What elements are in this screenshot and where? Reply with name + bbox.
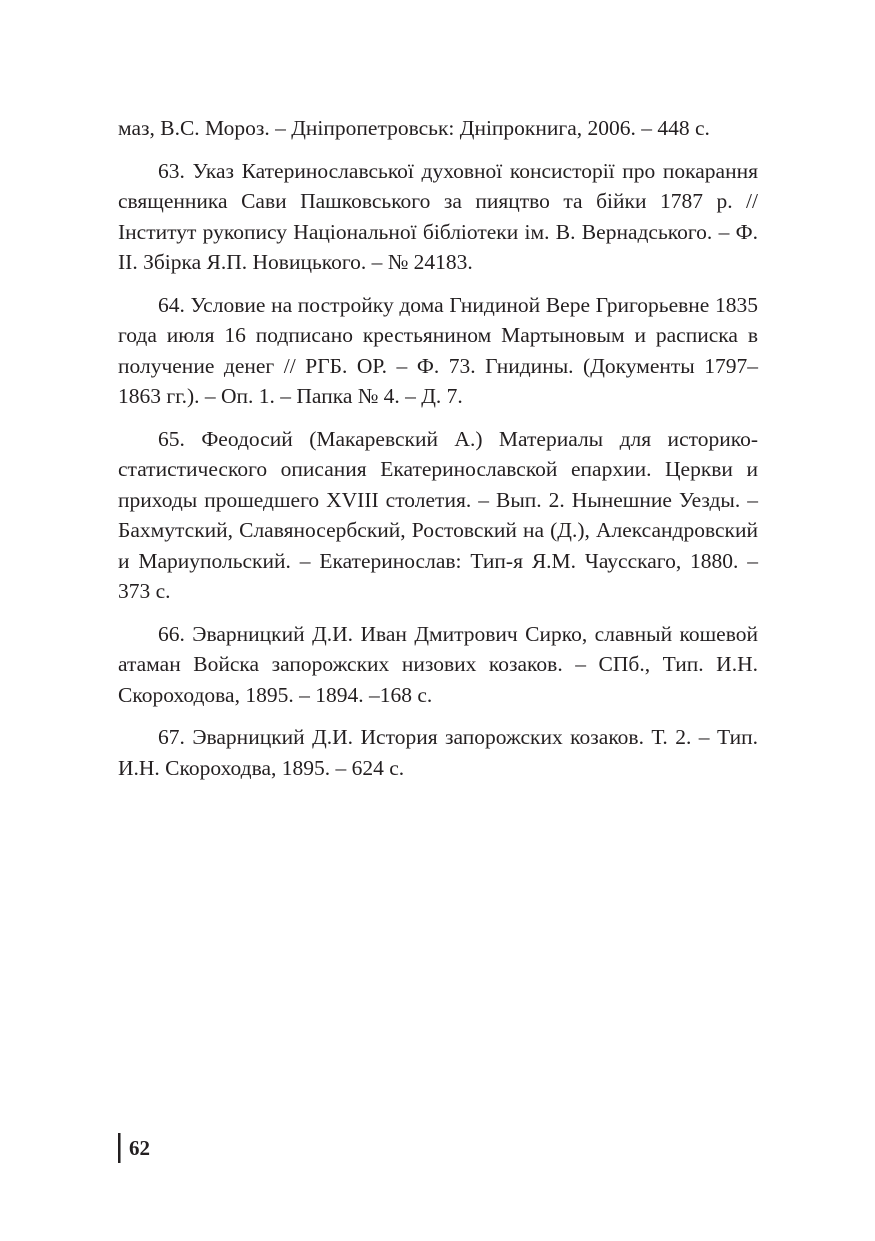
bibliography-entry-65: 65. Феодосий (Макаревский А.) Материалы для историко-статистического описания Екатеринославской епархии. Церкви и приходы прошедшего XVIII столетия. – Вып. 2. Нынешние Уезды. – Бахмутский, Славяносербский, Ростовский на (Д.), Александровский и Мариупольский. – Екатеринослав: Тип-я Я.М. Чаусскаго, 1880. – 373 с.	[118, 426, 758, 603]
bibliography-list	[118, 113, 758, 795]
page-number: 62	[129, 1136, 150, 1160]
bibliography-entry-63: 63. Указ Катеринославської духовної консисторії про покарання священника Сави Пашковського за пияцтво та бійки 1787 р. // Інститут рукопису Національної бібліотеки ім. В. Вернадського. – Ф. ІІ. Збірка Я.П. Новицького. – № 24183.	[118, 158, 758, 274]
bibliography-entry-67: 67. Эварницкий Д.И. История запорожских козаков. Т. 2. – Тип. И.Н. Скороходва, 1895. – 624 с.	[118, 725, 758, 780]
bibliography-entry-66: 66. Эварницкий Д.И. Иван Дмитрович Сирко, славный кошевой атаман Войска запорожских низових козаков. – СПб., Тип. И.Н. Скороходова, 1895. – 1894. –168 с.	[118, 621, 758, 707]
page-footer	[118, 1133, 150, 1163]
bibliography-entry-64: 64. Условие на постройку дома Гнидиной Вере Григорьевне 1835 года июля 16 подписано крестьянином Мартыновым и расписка в получение денег // РГБ. ОР. – Ф. 73. Гнидины. (Документы 1797–1863 гг.). – Оп. 1. – Папка № 4. – Д. 7.	[118, 292, 758, 408]
bibliography-entry-continuation: маз, В.С. Мороз. – Дніпропетровськ: Дніпрокнига, 2006. – 448 с.	[118, 116, 710, 140]
footer-rule	[118, 1133, 121, 1163]
